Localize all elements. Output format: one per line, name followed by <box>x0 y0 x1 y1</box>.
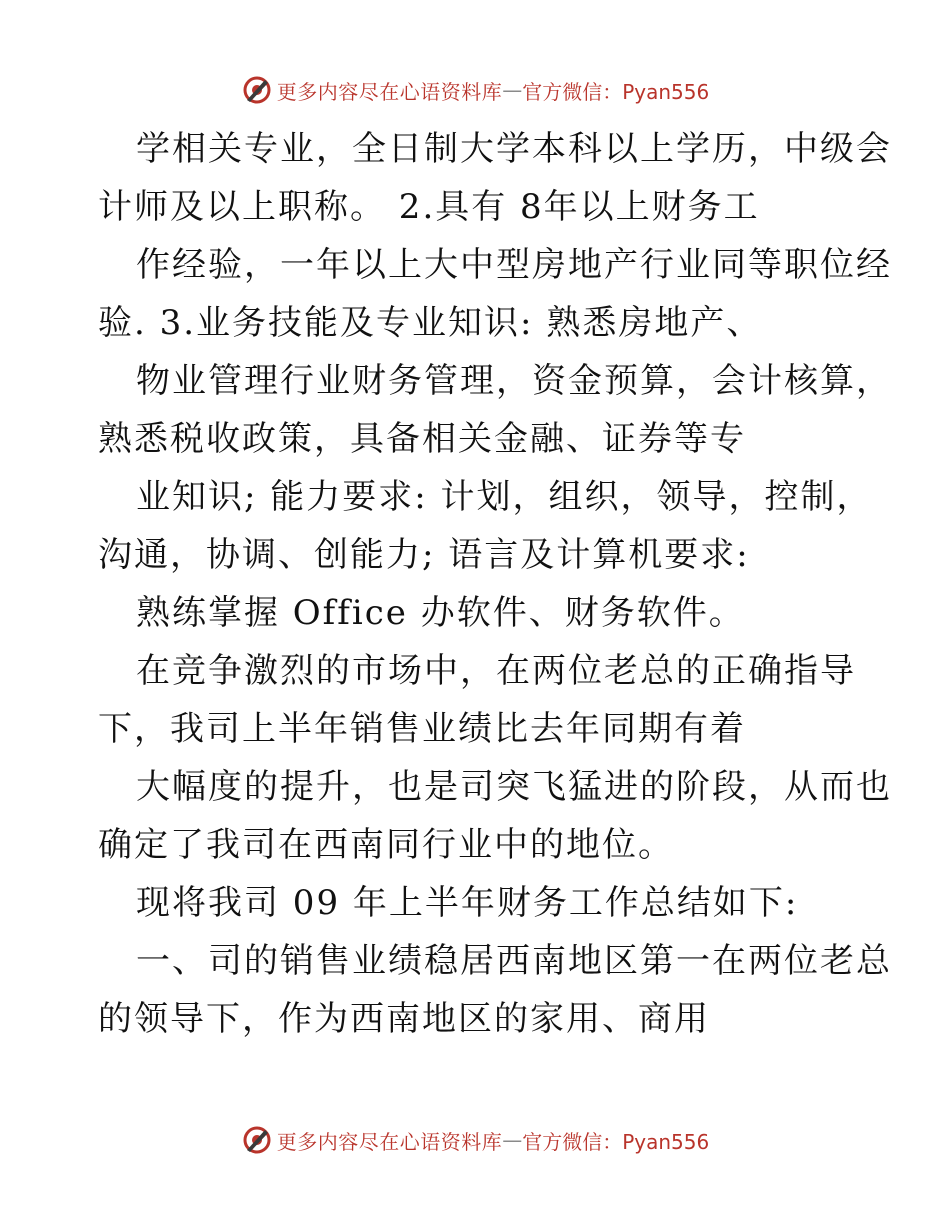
text-line-12: 大幅度的提升，也是司突飞猛进的阶段，从而也 <box>136 767 892 807</box>
text-line-4: 验. 3.业务技能及专业知识: 熟悉房地产、 <box>98 303 763 343</box>
banner-wechat: 官方微信：Pyan556 <box>522 1129 710 1154</box>
text-line-11: 下，我司上半年销售业绩比去年同期有着 <box>98 709 746 749</box>
text-line-6: 熟悉税收政策，具备相关金融、证券等专 <box>98 419 746 459</box>
text-line-7: 业知识; 能力要求: 计划，组织，领导，控制， <box>136 477 873 517</box>
banner-wechat: 官方微信：Pyan556 <box>522 79 710 104</box>
quill-logo-icon <box>241 1124 273 1156</box>
text-line-8: 沟通，协调、创能力; 语言及计算机要求: <box>98 535 750 575</box>
banner-separator: — <box>502 1128 523 1152</box>
text-line-9: 熟练掌握 Office 办软件、财务软件。 <box>136 593 745 633</box>
text-line-1: 学相关专业，全日制大学本科以上学历，中级会 <box>136 129 892 169</box>
text-line-5: 物业管理行业财务管理，资金预算，会计核算， <box>136 361 892 401</box>
footer-watermark-banner <box>0 1120 950 1160</box>
text-line-2: 计师及以上职称。 2.具有 8年以上财务工 <box>98 187 760 227</box>
text-line-10: 在竞争激烈的市场中，在两位老总的正确指导 <box>136 651 856 691</box>
text-line-14: 现将我司 09 年上半年财务工作总结如下: <box>136 883 799 923</box>
quill-logo-icon <box>241 74 273 106</box>
header-watermark-banner <box>0 70 950 110</box>
text-line-16: 的领导下，作为西南地区的家用、商用 <box>98 999 710 1039</box>
text-line-13: 确定了我司在西南同行业中的地位。 <box>98 825 674 865</box>
banner-text: 更多内容尽在心语资料库 <box>276 79 503 104</box>
text-line-3: 作经验，一年以上大中型房地产行业同等职位经 <box>136 245 892 285</box>
banner-text: 更多内容尽在心语资料库 <box>276 1129 503 1154</box>
text-line-15: 一、司的销售业绩稳居西南地区第一在两位老总 <box>136 941 892 981</box>
banner-separator: — <box>502 78 523 102</box>
document-body <box>98 120 892 1048</box>
